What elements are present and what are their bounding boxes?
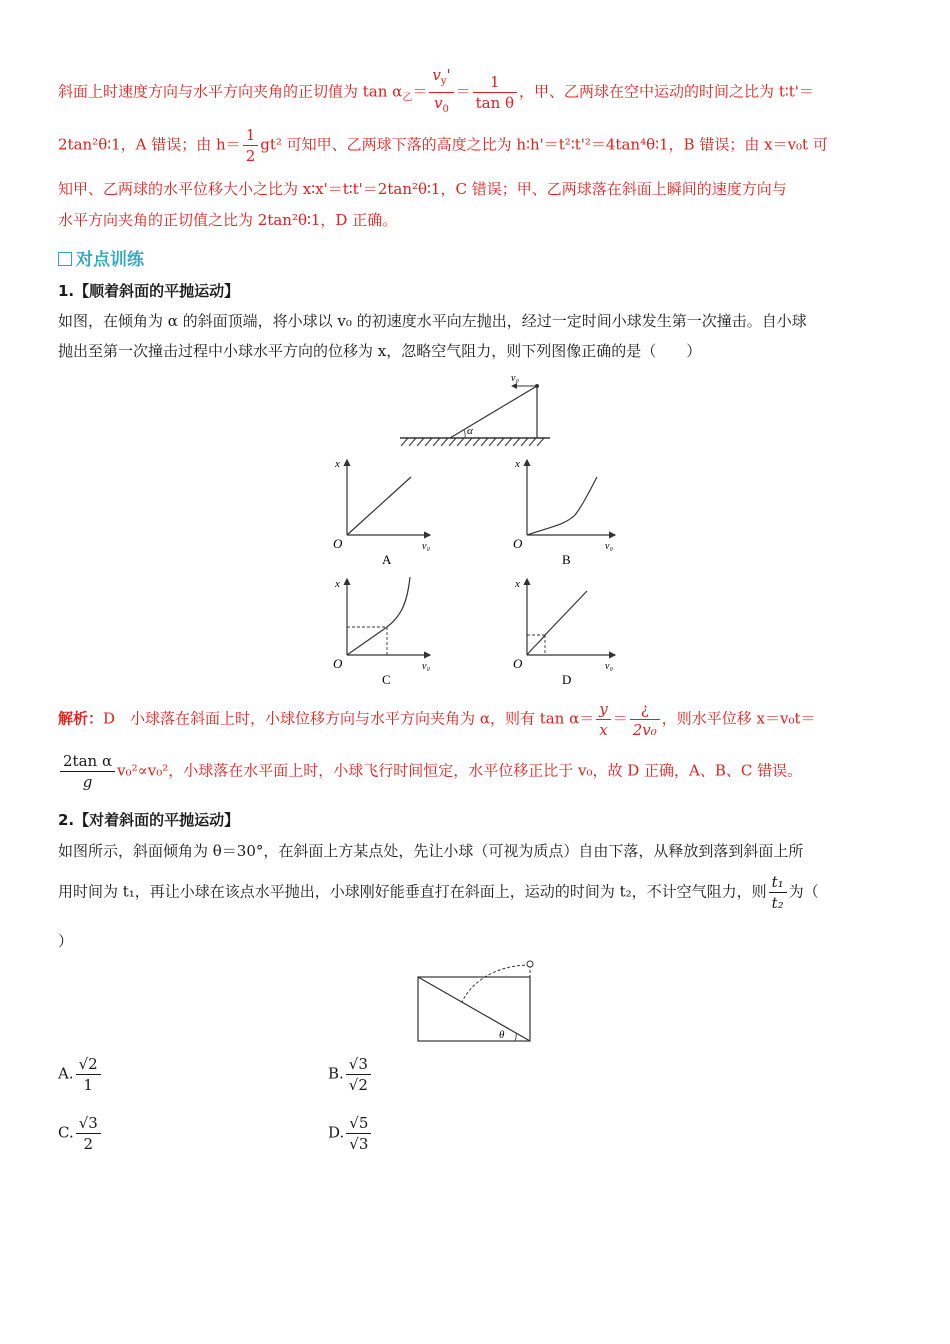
solution-line-3: 知甲、乙两球的水平位移大小之比为 x∶x'＝t∶t'＝2tan²θ∶1，C 错误；甲、乙两球落在斜面上瞬间的速度方向与 [58,180,787,198]
frac-den: 1 [83,1076,93,1094]
fraction [76,1055,101,1094]
slope-figure [395,368,555,450]
fraction [346,1055,371,1094]
ball [527,961,533,967]
origin-label: O [513,536,523,551]
frac-num: √2 [76,1055,101,1075]
graph-c [333,577,430,687]
graph-label: A [382,552,392,567]
frac-den-sub: 0 [442,104,449,115]
question-2-line-3: ） [58,932,74,950]
option-letter: C. [58,1123,74,1142]
question-2-line-2 [58,873,819,912]
frac-num: 2tan α [60,752,115,772]
checkbox-square-icon [58,252,72,266]
axis-label-v0: v₀ [422,541,430,552]
incline-line [418,977,530,1041]
angle-arc [464,430,465,438]
graph-label: B [562,552,571,567]
ground-hatching [401,438,544,446]
section-title-text: 对点训练 [76,250,144,270]
axis-label-v0: v₀ [422,661,430,672]
graph-a [333,458,430,567]
solution-line-4: 水平方向夹角的正切值之比为 2tan²θ∶1，D 正确。 [58,211,398,229]
axis-label-x: x [515,458,520,470]
frac-den: g [82,773,93,791]
equals: ＝ [612,709,628,728]
solution-line-2 [58,126,828,165]
frac-den: 2 [245,147,256,165]
alpha-label: α [467,425,473,437]
frac-num: v [432,66,441,84]
text: ，甲、乙两球在空中运动的时间之比为 t∶t'＝ [519,82,814,101]
curve-a [347,477,411,535]
incline-figure [412,955,542,1047]
frac-den: t₂ [771,894,784,912]
projectile-path [462,965,530,1002]
fraction [473,73,517,112]
fraction [630,700,660,739]
question-2-text [58,836,893,866]
frac-den: x [599,721,608,739]
axis-label-x: x [335,578,340,590]
frac-num: y [596,700,610,720]
graph-label: C [382,672,391,687]
frac-den: √2 [348,1076,368,1094]
question-1-heading: 1.【顺着斜面的平抛运动】 [58,282,240,300]
curve-c [347,577,410,655]
text: v₀²∝v₀²，小球落在水平面上时，小球飞行时间恒定，水平位移正比于 v₀，故 D 正确，A、B、C 错误。 [117,761,803,780]
option-b[interactable] [328,1055,373,1094]
fraction [76,1114,101,1153]
solution-label: 解析： [58,709,104,728]
frac-num: ¿ [630,700,660,720]
slope-line [450,386,537,438]
section-title [58,245,144,270]
frac-num: 1 [243,126,259,146]
question-1-line-2: 抛出至第一次撞击过程中小球水平方向的位移为 x，忽略空气阻力，则下列图像正确的是（ ） [58,342,702,360]
graph-b [513,458,615,567]
text: gt² 可知甲、乙两球下落的高度之比为 h∶h'＝t²∶t'²＝4tan⁴θ∶1，B 错误；由 x＝v₀t 可 [260,135,828,154]
frac-num: √5 [346,1114,371,1134]
subscript: 乙 [402,92,413,104]
option-letter: B. [328,1064,344,1083]
ball [535,384,539,388]
prime: ' [446,66,451,84]
frac-num: √3 [76,1114,101,1134]
question-2-line-1: 如图所示，斜面倾角为 θ＝30°，在斜面上方某点处，先让小球（可视为质点）自由下落，从释放到落到斜面上所 [58,842,804,860]
option-c[interactable] [58,1114,103,1153]
fraction [429,66,453,119]
graph-d [513,578,615,687]
text: 斜面上时速度方向与水平方向夹角的正切值为 tan α [58,82,403,101]
theta-label: θ [499,1029,505,1041]
curve-b [527,477,597,535]
frac-den: v [434,94,443,112]
frac-den: 2 [83,1135,94,1153]
frac-num-sub: y [440,76,447,87]
option-d[interactable] [328,1114,373,1153]
text: 2tan²θ∶1，A 错误；由 h＝ [58,135,241,154]
origin-label: O [513,656,523,671]
fraction [346,1114,371,1153]
graphs-figure [325,455,625,695]
axis-label-x: x [335,458,340,470]
question-1-line-1: 如图，在倾角为 α 的斜面顶端，将小球以 v₀ 的初速度水平向左抛出，经过一定时间小球发生第一次撞击。自小球 [58,312,807,330]
fraction [769,873,787,912]
fraction [60,752,115,791]
text: D 小球落在斜面上时，小球位移方向与水平方向夹角为 α，则有 tan α＝ [103,709,595,728]
fraction [243,126,259,165]
q1-solution-line-1 [58,700,816,739]
origin-label: O [333,536,343,551]
curve-d [527,591,587,655]
text: 为（ [788,882,819,901]
axis-label-v0: v₀ [605,661,613,672]
frac-den: √3 [349,1135,369,1153]
q1-solution-line-2 [58,752,802,791]
equals: ＝ [455,82,471,101]
option-letter: A. [58,1064,74,1083]
question-1-text [58,306,893,366]
frac-den: 2v₀ [632,721,657,739]
question-2-heading: 2.【对着斜面的平抛运动】 [58,811,240,829]
text: 用时间为 t₁，再让小球在该点水平抛出，小球刚好能垂直打在斜面上，运动的时间为 t₂，不计空气阻力，则 [58,882,767,901]
graph-label: D [562,672,572,687]
text: ，则水平位移 x＝v₀t＝ [661,709,816,728]
v0-label: v₀ [511,373,519,384]
fraction [596,700,610,739]
frac-num: √3 [346,1055,371,1075]
angle-arc [515,1033,516,1041]
axis-label-v0: v₀ [605,541,613,552]
option-a[interactable] [58,1055,103,1094]
solution-line-1: 斜面上时速度方向与水平方向夹角的正切值为 $\tan \alpha_乙=$ $\frac{v_y'}{v_0}$ ＝ $\frac{1}{\text{tan θ}}$ ，甲、乙两球在空中运动的时间之比为 t∶t'＝ [58,66,814,119]
frac-num: t₁ [769,873,787,893]
frac-den: tan θ [475,94,515,112]
origin-label: O [333,656,343,671]
option-letter: D. [328,1123,345,1142]
axis-label-x: x [515,578,520,590]
frac-num: 1 [473,73,517,93]
